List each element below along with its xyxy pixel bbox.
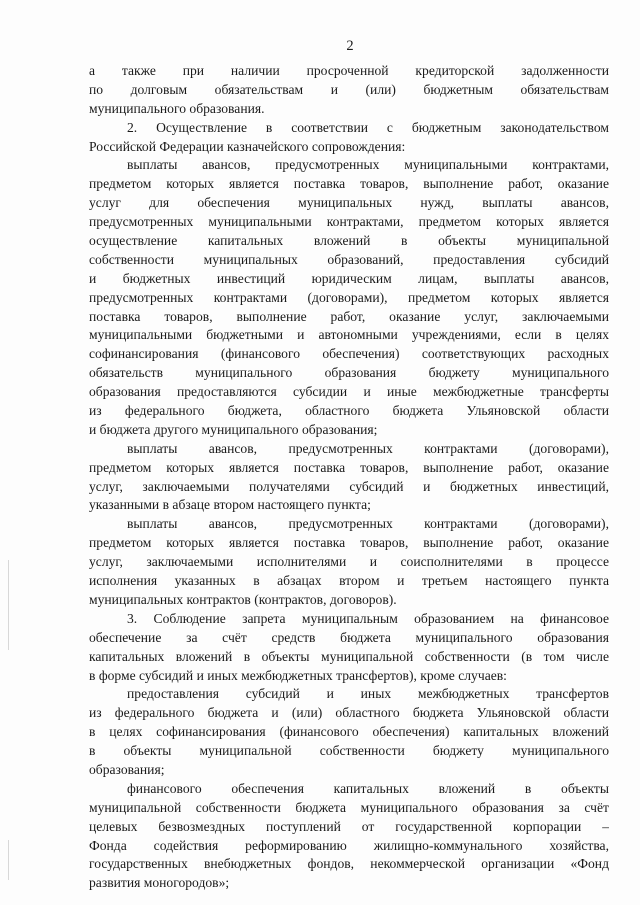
text-line: финансового обеспечения капитальных вложений в объекты: [127, 780, 609, 796]
text-line: Фонда содействия реформированию жилищно-коммунального хозяйства,: [89, 837, 609, 853]
text-line: поставка товаров, выполнение работ, оказание услуг, заключаемыми: [89, 308, 609, 324]
text-line: муниципальной собственности бюджета муниципального образования за счёт: [89, 799, 609, 815]
text-line: 2. Осуществление в соответствии с бюджетным законодательством: [127, 119, 609, 135]
text-line: образования предоставляются субсидии и иные межбюджетные трансферты: [89, 384, 609, 400]
text-line: предметом которых является поставка товаров, выполнение работ, оказание: [89, 535, 609, 551]
text-line: 3. Соблюдение запрета муниципальным образованием на финансовое: [127, 610, 609, 626]
text-line: муниципального образования.: [89, 100, 265, 116]
text-line: услуг, заключаемыми получателями субсидий и бюджетных инвестиций,: [89, 478, 609, 494]
text-line: предусмотренных муниципальными контрактами, предметом которых является: [89, 214, 609, 230]
text-line: предметом которых является поставка товаров, выполнение работ, оказание: [89, 176, 609, 192]
text-line: предметом которых является поставка товаров, выполнение работ, оказание: [89, 459, 609, 475]
text-line: выплаты авансов, предусмотренных муниципальными контрактами,: [127, 157, 609, 173]
text-line: развития моногородов»;: [89, 875, 230, 891]
text-line: предусмотренных контрактами (договорами), предметом которых является: [89, 289, 609, 305]
text-line: исполнения указанных в абзацах втором и третьем настоящего пункта: [89, 573, 609, 589]
text-line: муниципальными бюджетными и автономными учреждениями, если в целях: [89, 327, 609, 343]
text-line: услуг, заключаемыми исполнителями и соисполнителями в процессе: [89, 554, 609, 570]
text-line: обеспечение за счёт средств бюджета муниципального образования: [89, 629, 609, 645]
text-line: из федерального бюджета и (или) областного бюджета Ульяновской области: [89, 705, 609, 721]
text-line: в объекты муниципальной собственности бюджету муниципального: [89, 743, 609, 759]
scan-edge-mark: [8, 840, 9, 880]
text-line: выплаты авансов, предусмотренных контрактами (договорами),: [127, 516, 609, 532]
text-line: обязательств муниципального образования бюджету муниципального: [89, 365, 609, 381]
text-line: капитальных вложений в объекты муниципальной собственности (в том числе: [89, 648, 609, 664]
text-line: предоставления субсидий и иных межбюджетных трансфертов: [127, 686, 609, 702]
text-line: собственности муниципальных образований, предоставления субсидий: [89, 251, 609, 267]
text-line: выплаты авансов, предусмотренных контрактами (договорами),: [127, 440, 609, 456]
text-line: из федерального бюджета, областного бюджета Ульяновской области: [89, 403, 609, 419]
document-body: [89, 62, 609, 893]
text-line: и бюджетных инвестиций юридическим лицам, выплаты авансов,: [89, 270, 609, 286]
text-line: муниципальных контрактов (контрактов, договоров).: [89, 591, 397, 607]
text-line: государственных внебюджетных фондов, некоммерческой организации «Фонд: [89, 856, 609, 872]
text-line: целевых безвозмездных поступлений от государственной корпорации –: [89, 818, 609, 834]
scan-edge-mark: [8, 560, 9, 650]
text-line: Российской Федерации казначейского сопровождения:: [89, 138, 406, 154]
text-line: софинансирования (финансового обеспечения) соответствующих расходных: [89, 346, 609, 362]
text-line: указанными в абзаце втором настоящего пункта;: [89, 497, 371, 513]
text-line: по долговым обязательствам и (или) бюджетным обязательствам: [89, 81, 609, 97]
page-number: 2: [346, 38, 354, 54]
text-line: образования;: [89, 761, 165, 777]
text-line: осуществление капитальных вложений в объекты муниципальной: [89, 233, 609, 249]
text-line: а также при наличии просроченной кредиторской задолженности: [89, 63, 609, 78]
text-line: и бюджета другого муниципального образования;: [89, 421, 378, 437]
text-line: в форме субсидий и иных межбюджетных трансфертов), кроме случаев:: [89, 667, 507, 683]
text-line: в целях софинансирования (финансового обеспечения) капитальных вложений: [89, 724, 609, 740]
text-line: услуг для обеспечения муниципальных нужд, выплаты авансов,: [89, 195, 609, 211]
